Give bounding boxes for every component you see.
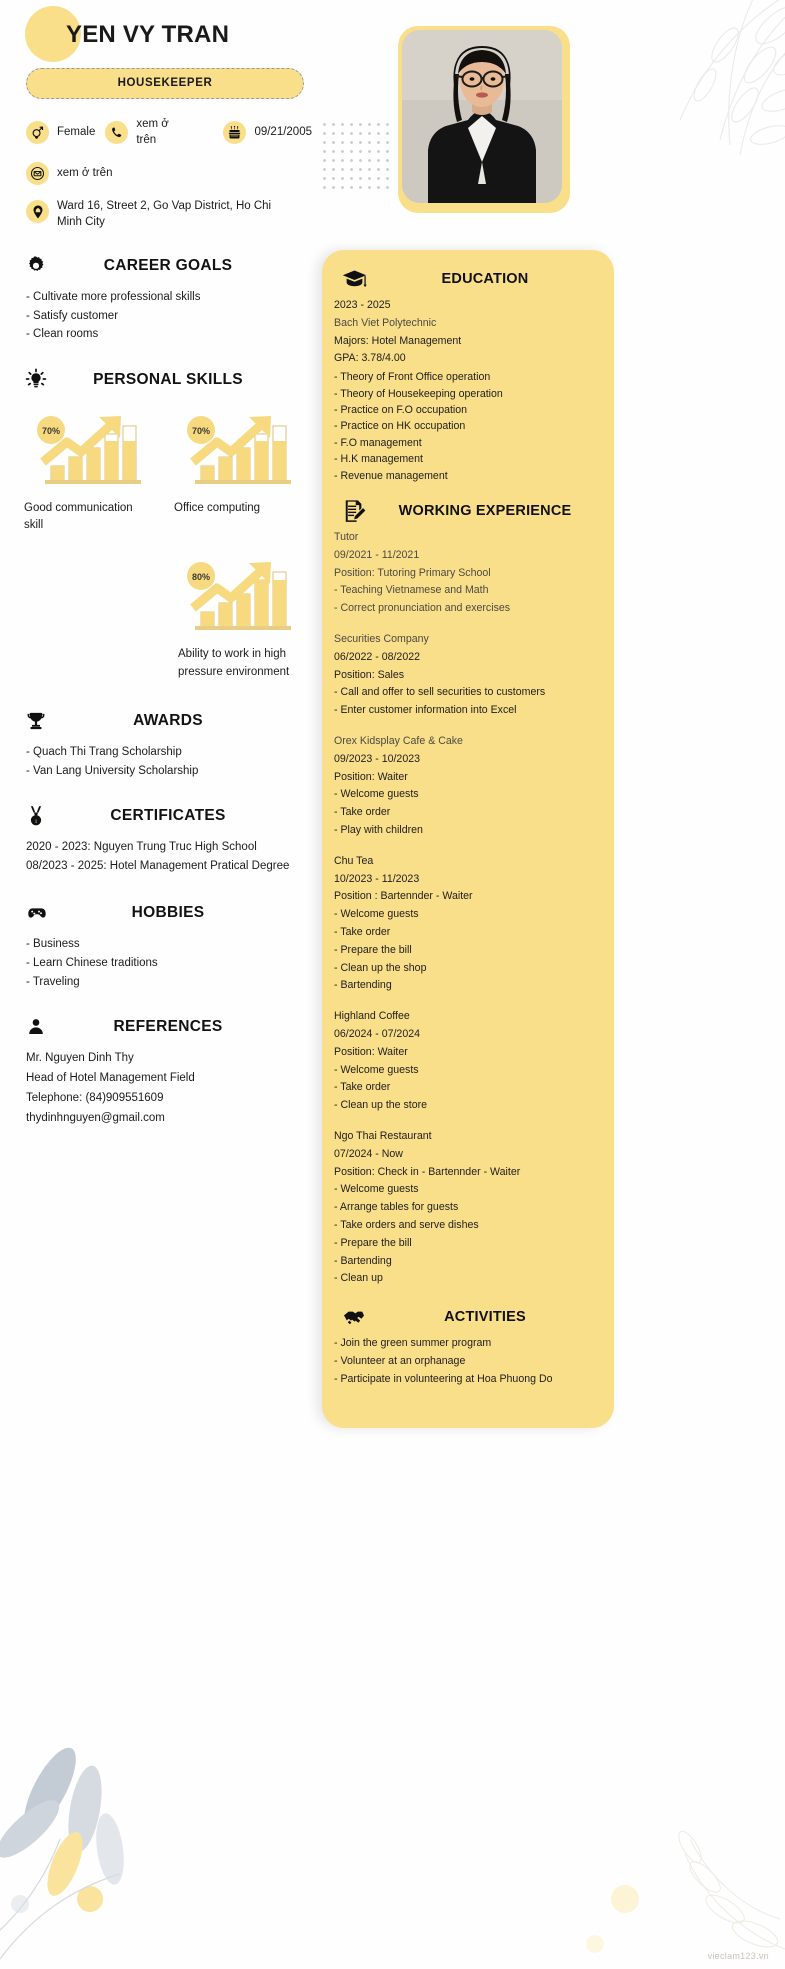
list-item: - Call and offer to sell securities to customers [334, 686, 546, 699]
experience-org: Chu Tea [334, 854, 374, 867]
experience-org: Highland Coffee [334, 1010, 410, 1023]
phone-value: xem ở trên [136, 118, 169, 146]
phone-icon [105, 121, 128, 144]
list-item: - Welcome guests [334, 788, 419, 801]
education-school: Bach Viet Polytechnic [334, 316, 437, 329]
list-item: - Participate in volunteering at Hoa Phuong Do [334, 1372, 553, 1385]
certificates-list [26, 838, 312, 875]
list-item: - Take order [334, 925, 391, 938]
skill-growth-chart-icon [179, 554, 307, 632]
list-item: - Teaching Vietnamese and Math [334, 584, 489, 597]
section-header-certificates [18, 802, 312, 830]
experience-position: Position: Waiter [334, 770, 408, 783]
list-item: - Correct pronunciation and exercises [334, 602, 511, 615]
education-course-list [334, 369, 602, 484]
list-item: - Business [26, 938, 80, 951]
dot-pattern-decoration [320, 120, 392, 190]
education-major: Majors: Hotel Management [334, 334, 462, 347]
skill-label: Ability to work in high pressure environment [178, 648, 290, 678]
section-header-education [334, 264, 602, 294]
list-item: - Bartending [334, 1254, 392, 1267]
skill-item [24, 402, 162, 535]
trophy-icon [18, 710, 54, 732]
section-header-personal-skills [18, 366, 312, 394]
leaf-decoration-bottom-right [555, 1749, 785, 1969]
role-badge: HOUSEKEEPER [26, 68, 304, 99]
experience-period: 09/2021 - 11/2021 [334, 548, 420, 561]
list-item: - Learn Chinese traditions [26, 957, 158, 970]
skill-item [174, 548, 312, 681]
experience-item [334, 733, 602, 840]
list-item: - Clean up the store [334, 1099, 428, 1112]
graduation-cap-icon [334, 266, 374, 293]
list-item: 2020 - 2023: Nguyen Trung Truc High School [26, 841, 257, 854]
experience-position: Position: Tutoring Primary School [334, 566, 491, 579]
email-value: xem ở trên [57, 166, 113, 179]
list-item: - Satisfy customer [26, 309, 119, 322]
experience-org: Securities Company [334, 633, 429, 646]
list-item: - Cultivate more professional skills [26, 291, 201, 304]
email-icon [26, 162, 49, 185]
experience-position: Position: Sales [334, 668, 405, 681]
hobbies-list [26, 935, 312, 991]
list-item: - F.O management [334, 436, 422, 449]
section-title-education: EDUCATION [441, 271, 529, 287]
list-item: Telephone: (84)909551609 [26, 1091, 164, 1104]
list-item: - Van Lang University Scholarship [26, 764, 199, 777]
list-item: Head of Hotel Management Field [26, 1072, 195, 1085]
section-title-certificates: CERTIFICATES [110, 807, 226, 825]
address-value: Ward 16, Street 2, Go Vap District, Ho Chi Minh City [57, 200, 272, 228]
gamepad-icon [18, 901, 54, 925]
awards-list [26, 743, 312, 780]
section-header-career-goals [18, 252, 312, 280]
avatar [402, 30, 562, 203]
list-item: - Clean rooms [26, 328, 99, 341]
experience-org: Tutor [334, 531, 359, 544]
career-goals-list [26, 288, 312, 344]
list-item: - Prepare the bill [334, 943, 412, 956]
list-item: - H.K management [334, 453, 423, 466]
skill-percent-label: 70% [41, 425, 61, 436]
medal-icon [18, 805, 54, 827]
experience-item [334, 529, 602, 618]
experience-org: Ngo Thai Restaurant [334, 1129, 432, 1142]
experience-position: Position : Bartennder - Waiter [334, 890, 473, 903]
gender-icon [26, 121, 49, 144]
skill-growth-chart-icon [179, 408, 307, 486]
experience-item [334, 853, 602, 995]
education-gpa: GPA: 3.78/4.00 [334, 352, 406, 365]
section-header-working-experience [334, 496, 602, 526]
birthday-value: 09/21/2005 [254, 125, 312, 138]
watermark: vieclam123.vn [707, 1951, 769, 1961]
profile-photo-frame [398, 26, 570, 213]
list-item: - Prepare the bill [334, 1236, 412, 1249]
list-item: thydinhnguyen@gmail.com [26, 1111, 165, 1124]
list-item: - Welcome guests [334, 908, 419, 921]
section-title-references: REFERENCES [113, 1018, 223, 1036]
section-title-working-experience: WORKING EXPERIENCE [398, 503, 572, 520]
references-list [26, 1049, 312, 1128]
list-item: - Practice on HK occupation [334, 420, 466, 433]
contact-row-primary [26, 117, 312, 148]
skill-label: Good communication skill [24, 501, 133, 532]
section-header-hobbies [18, 899, 312, 927]
gender-value: Female [57, 125, 96, 138]
name-row [18, 12, 312, 58]
skill-item [174, 402, 312, 535]
list-item: - Take order [334, 1081, 391, 1094]
person-icon [18, 1017, 54, 1037]
list-item: - Theory of Housekeeping operation [334, 387, 503, 400]
experience-period: 07/2024 - Now [334, 1147, 403, 1160]
handshake-activity-icon [334, 1305, 374, 1329]
leaf-decoration-bottom-left [0, 1729, 200, 1969]
list-item: - Quach Thi Trang Scholarship [26, 745, 182, 758]
skill-label: Office computing [174, 501, 261, 514]
section-header-references [18, 1013, 312, 1041]
list-item: - Take order [334, 806, 391, 819]
svg-text:1: 1 [34, 818, 38, 825]
contact-row-email [26, 162, 312, 185]
experience-period: 06/2022 - 08/2022 [334, 650, 421, 663]
leaf-decoration-top-right [555, 0, 785, 240]
list-item: - Join the green summer program [334, 1337, 492, 1350]
lightbulb-idea-icon [18, 368, 54, 392]
experience-period: 09/2023 - 10/2023 [334, 752, 421, 765]
section-title-personal-skills: PERSONAL SKILLS [93, 370, 243, 388]
list-item: - Play with children [334, 823, 423, 836]
section-header-awards [18, 707, 312, 735]
list-item: - Practice on F.O occupation [334, 404, 468, 416]
list-item: - Welcome guests [334, 1063, 419, 1076]
list-item: - Clean up the shop [334, 961, 427, 974]
section-header-activities [334, 1302, 602, 1332]
experience-position: Position: Check in - Bartennder - Waiter [334, 1165, 521, 1178]
list-item: - Take orders and serve dishes [334, 1218, 479, 1231]
section-title-awards: AWARDS [133, 711, 203, 729]
skill-growth-chart-icon [29, 408, 157, 486]
list-item: - Revenue management [334, 469, 448, 482]
right-panel [322, 250, 614, 1428]
experience-period: 06/2024 - 07/2024 [334, 1027, 421, 1040]
experience-period: 10/2023 - 11/2023 [334, 872, 420, 885]
experience-item [334, 1128, 602, 1288]
list-item: - Theory of Front Office operation [334, 371, 491, 384]
section-title-career-goals: CAREER GOALS [103, 257, 233, 275]
list-item: 08/2023 - 2025: Hotel Management Pratical Degree [26, 859, 290, 872]
gear-icon [18, 255, 54, 277]
document-pencil-icon [334, 498, 374, 524]
page-title: YEN VY TRAN [66, 21, 230, 48]
list-item: - Bartending [334, 979, 392, 992]
left-column [0, 0, 330, 1128]
skill-percent-label: 70% [191, 425, 211, 436]
education-period: 2023 - 2025 [334, 299, 391, 311]
list-item: - Clean up [334, 1272, 383, 1285]
list-item: - Welcome guests [334, 1183, 419, 1196]
list-item: - Enter customer information into Excel [334, 704, 517, 717]
contact-info [26, 117, 312, 230]
list-item: - Traveling [26, 975, 80, 988]
list-item: - Volunteer at an orphanage [334, 1354, 466, 1367]
location-pin-icon [26, 200, 49, 223]
list-item: - Arrange tables for guests [334, 1201, 459, 1214]
section-title-hobbies: HOBBIES [131, 904, 205, 922]
experience-org: Orex Kidsplay Cafe & Cake [334, 735, 463, 747]
personal-skills-grid [24, 402, 312, 681]
section-title-activities: ACTIVITIES [444, 1309, 526, 1326]
birthday-cake-icon [223, 121, 246, 144]
skill-percent-label: 80% [191, 572, 211, 583]
experience-position: Position: Waiter [334, 1045, 408, 1058]
experience-item [334, 631, 602, 720]
experience-item [334, 1008, 602, 1115]
list-item: Mr. Nguyen Dinh Thy [26, 1052, 134, 1065]
contact-row-address [26, 199, 312, 230]
